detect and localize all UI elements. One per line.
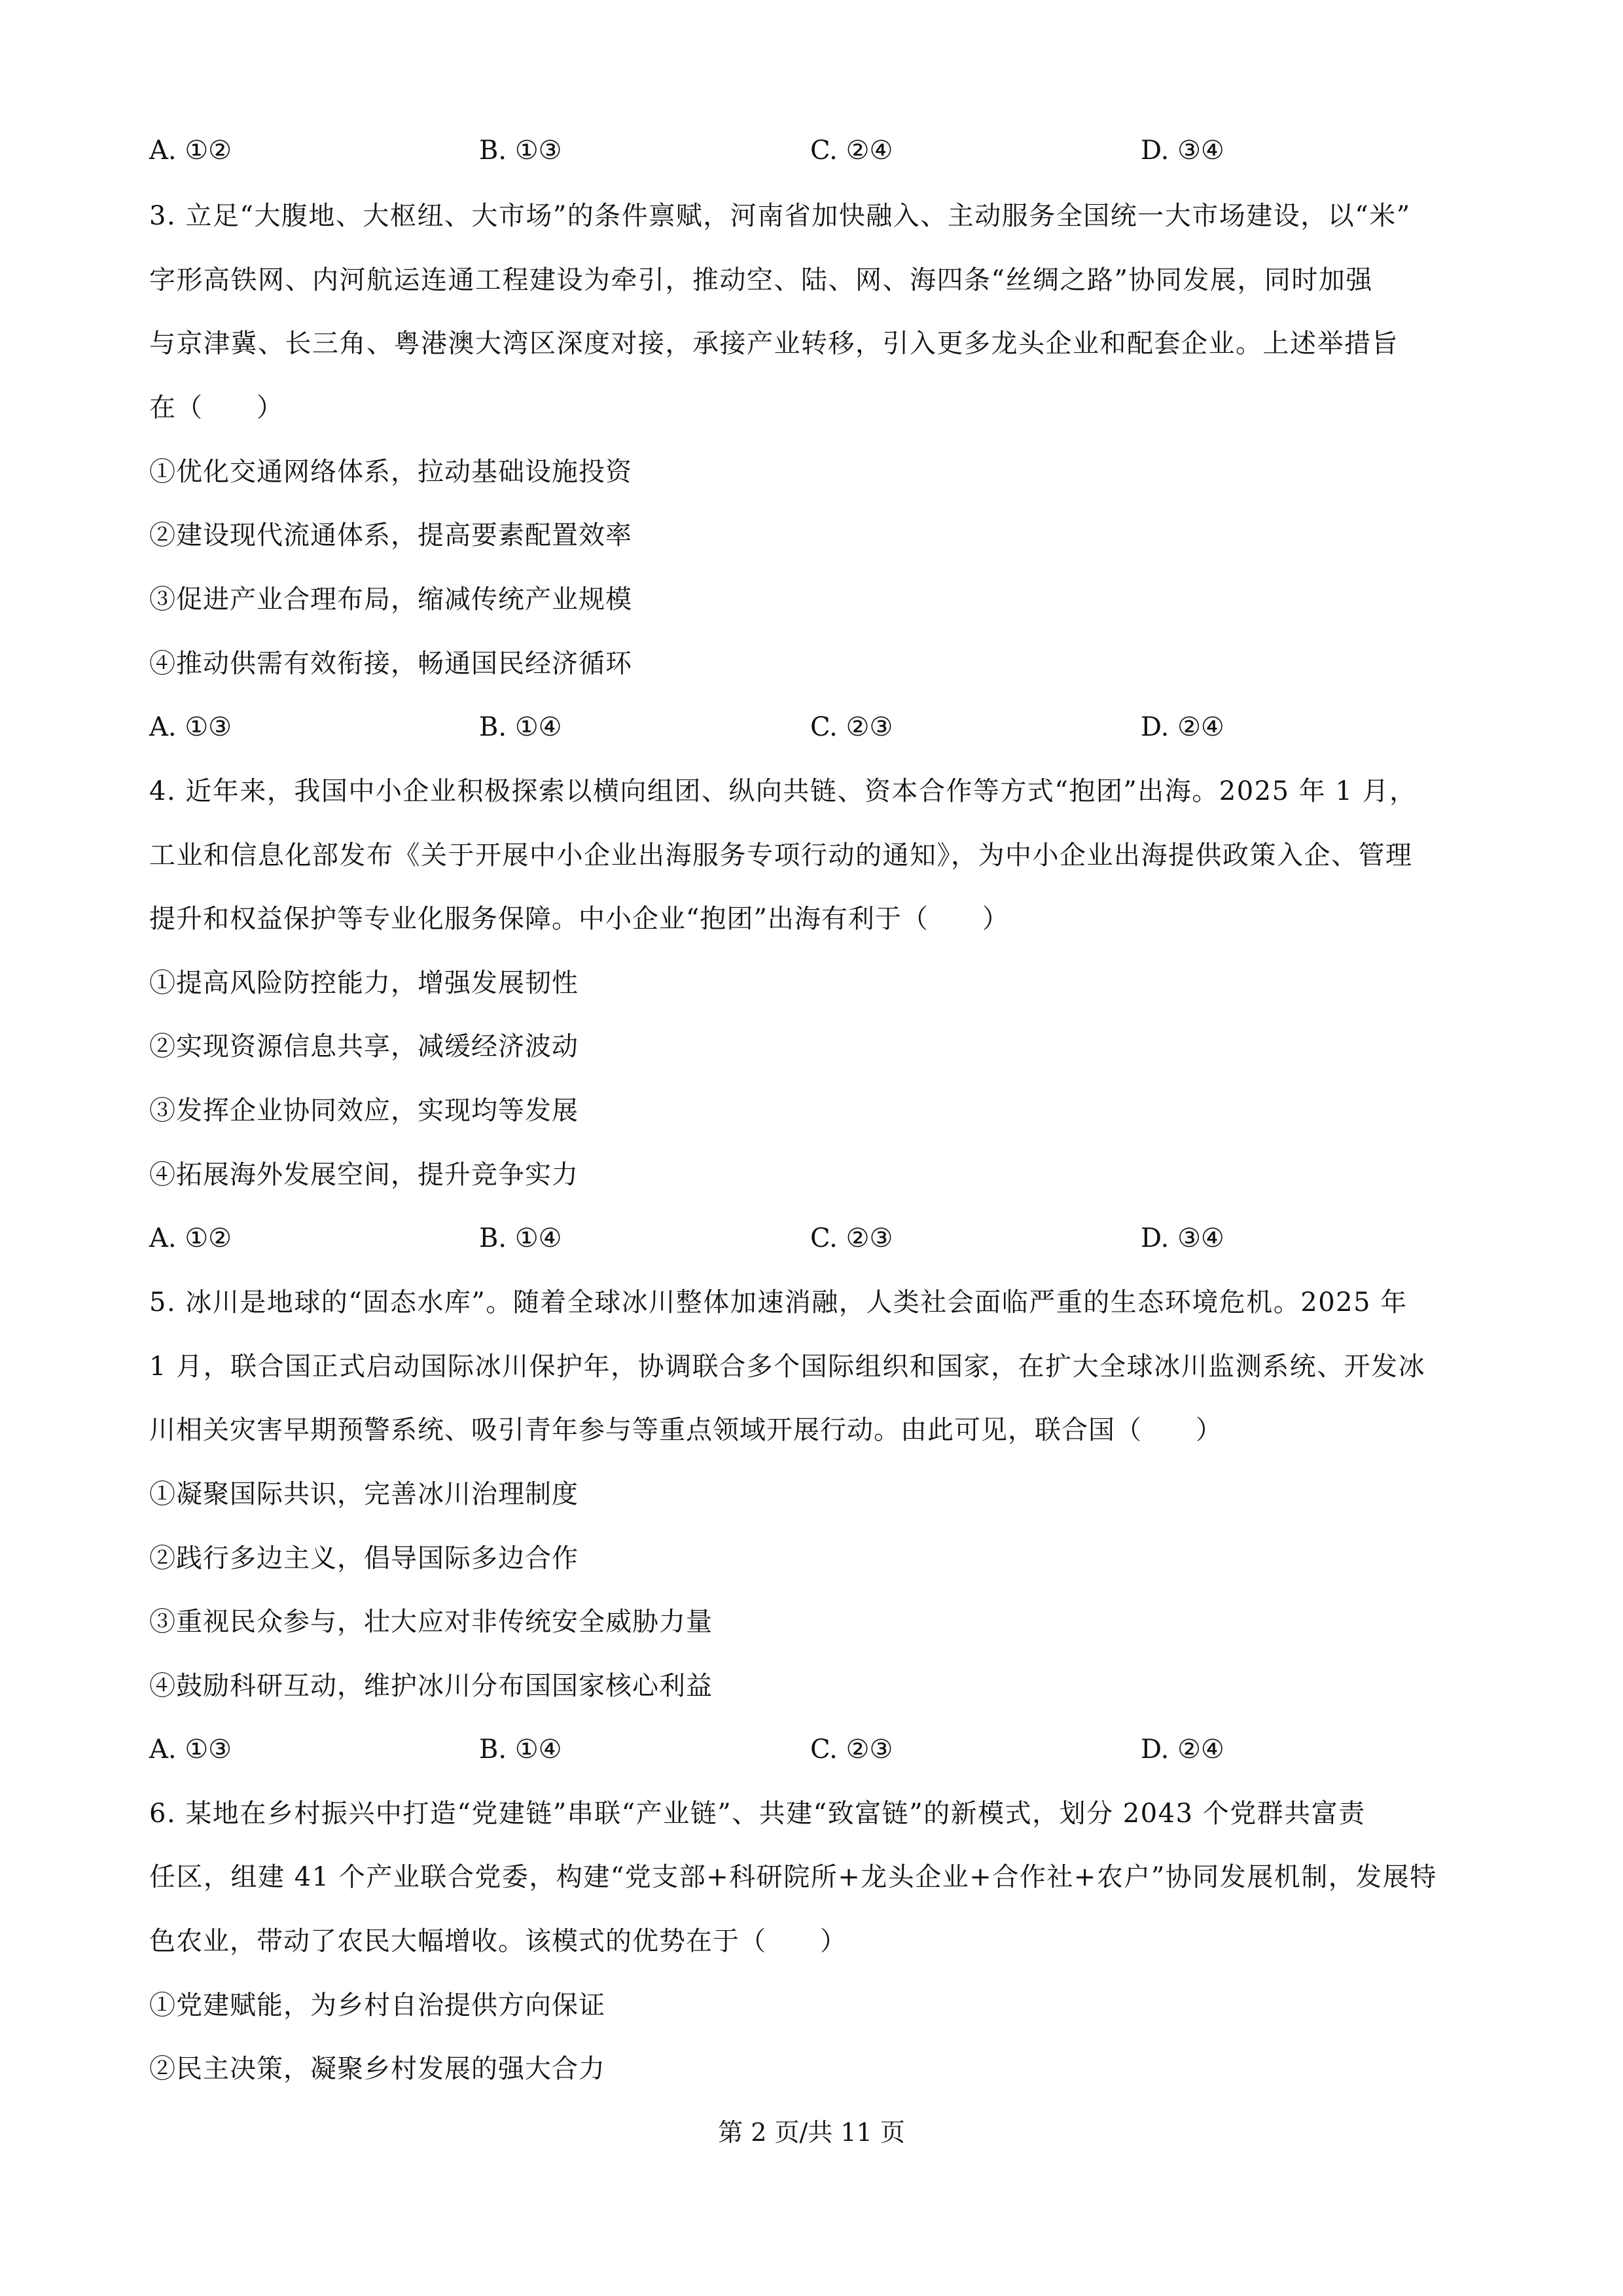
option-a: A. ①② xyxy=(149,135,232,166)
q4-item: ④拓展海外发展空间，提升竞争实力 xyxy=(149,1160,579,1190)
q3-item: ④推动供需有效衔接，畅通国民经济循环 xyxy=(149,649,632,679)
option-a: A. ①③ xyxy=(149,712,232,742)
q5-options xyxy=(149,1731,1393,1768)
page-number-footer: 第 2 页/共 11 页 xyxy=(718,2118,905,2147)
q5-item: ①凝聚国际共识，完善冰川治理制度 xyxy=(149,1479,579,1509)
q5-item: ③重视民众参与，壮大应对非传统安全威胁力量 xyxy=(149,1607,713,1637)
q3-item: ③促进产业合理布局，缩减传统产业规模 xyxy=(149,584,632,615)
q3-item: ②建设现代流通体系，提高要素配置效率 xyxy=(149,520,632,550)
q4-item: ②实现资源信息共享，减缓经济波动 xyxy=(149,1031,579,1062)
q2-options xyxy=(149,132,1393,169)
option-d: D. ②④ xyxy=(1141,712,1224,742)
q5-stem-line: 5. 冰川是地球的“固态水库”。随着全球冰川整体加速消融，人类社会面临严重的生态环境危机。2025 年 xyxy=(149,1287,1408,1318)
q4-item: ③发挥企业协同效应，实现均等发展 xyxy=(149,1096,579,1126)
option-c: C. ②③ xyxy=(810,1734,893,1765)
option-c: C. ②③ xyxy=(810,712,893,742)
q6-item: ②民主决策，凝聚乡村发展的强大合力 xyxy=(149,2054,605,2084)
q6-item: ①党建赋能，为乡村自治提供方向保证 xyxy=(149,1990,605,2020)
option-b: B. ①③ xyxy=(479,135,562,166)
q4-stem-line: 4. 近年来，我国中小企业积极探索以横向组团、纵向共链、资本合作等方式“抱团”出海。2025 年 1 月， xyxy=(149,776,1417,806)
option-d: D. ③④ xyxy=(1141,1223,1224,1253)
q5-item: ②践行多边主义，倡导国际多边合作 xyxy=(149,1543,579,1573)
q3-stem-line: 与京津冀、长三角、粤港澳大湾区深度对接，承接产业转移，引入更多龙头企业和配套企业。上述举措旨 xyxy=(149,329,1399,359)
q4-item: ①提高风险防控能力，增强发展韧性 xyxy=(149,968,579,998)
q4-stem-line: 工业和信息化部发布《关于开展中小企业出海服务专项行动的通知》，为中小企业出海提供政策入企、管理 xyxy=(149,840,1413,870)
q3-stem-line: 字形高铁网、内河航运连通工程建设为牵引，推动空、陆、网、海四条“丝绸之路”协同发展，同时加强 xyxy=(149,265,1373,295)
option-b: B. ①④ xyxy=(479,1734,562,1765)
option-a: A. ①③ xyxy=(149,1734,232,1765)
q6-stem-line: 任区，组建 41 个产业联合党委，构建“党支部+科研院所+龙头企业+合作社+农户”协同发展机制，发展特 xyxy=(149,1862,1437,1892)
q5-stem-line: 1 月，联合国正式启动国际冰川保护年，协调联合多个国际组织和国家，在扩大全球冰川监测系统、开发冰 xyxy=(149,1352,1426,1382)
option-b: B. ①④ xyxy=(479,1223,562,1253)
option-c: C. ②③ xyxy=(810,1223,893,1253)
q3-stem-line: 3. 立足“大腹地、大枢纽、大市场”的条件禀赋，河南省加快融入、主动服务全国统一大市场建设，以“米” xyxy=(149,201,1411,231)
q3-options xyxy=(149,709,1393,745)
q3-item: ①优化交通网络体系，拉动基础设施投资 xyxy=(149,457,632,487)
q6-stem-line: 色农业，带动了农民大幅增收。该模式的优势在于（ ） xyxy=(149,1926,847,1956)
option-c: C. ②④ xyxy=(810,135,893,166)
option-a: A. ①② xyxy=(149,1223,232,1253)
option-b: B. ①④ xyxy=(479,712,562,742)
q4-stem-line: 提升和权益保护等专业化服务保障。中小企业“抱团”出海有利于（ ） xyxy=(149,904,1009,934)
option-d: D. ②④ xyxy=(1141,1734,1224,1765)
q3-stem-line: 在（ ） xyxy=(149,393,283,423)
q5-stem-line: 川相关灾害早期预警系统、吸引青年参与等重点领域开展行动。由此可见，联合国（ ） xyxy=(149,1415,1222,1445)
q5-item: ④鼓励科研互动，维护冰川分布国国家核心利益 xyxy=(149,1671,713,1701)
option-d: D. ③④ xyxy=(1141,135,1224,166)
q6-stem-line: 6. 某地在乡村振兴中打造“党建链”串联“产业链”、共建“致富链”的新模式，划分 2043 个党群共富责 xyxy=(149,1799,1366,1829)
q4-options xyxy=(149,1220,1393,1257)
